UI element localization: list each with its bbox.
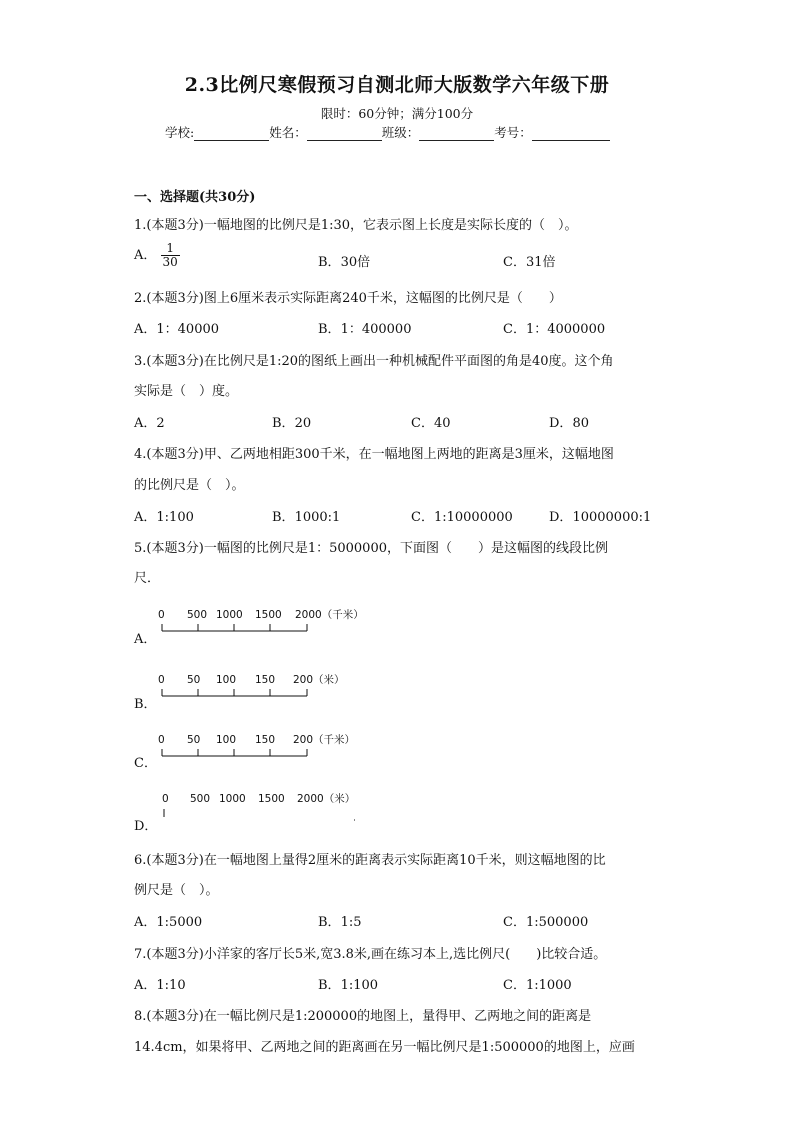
svg-text:0: 0 <box>158 674 165 686</box>
svg-text:1500: 1500 <box>255 609 282 621</box>
question-5-option-c: C． <box>134 756 157 771</box>
svg-text:1000: 1000 <box>219 793 246 805</box>
question-6-line-2: 例尺是（ ）。 <box>134 883 219 898</box>
question-4: 4.(本题3分)甲、乙两地相距300千米，在一幅地图上两地的距离是3厘米，这幅地图 <box>134 447 614 462</box>
segment-scale-a <box>150 605 390 635</box>
question-3-option-a: A．2 <box>134 416 165 431</box>
question-3-option-d: D．80 <box>549 416 589 431</box>
svg-text:100: 100 <box>216 734 237 746</box>
question-7-option-c: C．1:1000 <box>503 978 572 993</box>
question-3-line-2: 实际是（ ）度。 <box>134 384 239 399</box>
class-blank <box>419 128 494 141</box>
segment-scale-d <box>150 789 390 829</box>
question-5: 5.(本题3分)一幅图的比例尺是1：5000000，下面图（ ）是这幅图的线段比例 <box>134 541 608 556</box>
svg-text:500: 500 <box>187 609 208 621</box>
class-label: 班级： <box>381 125 420 140</box>
question-5-option-b: B． <box>134 697 157 712</box>
section-heading-choice: 一、选择题(共30分) <box>134 190 256 205</box>
question-7: 7.(本题3分)小洋家的客厅长5米,宽3.8米,画在练习本上,选比例尺( )比较合适。 <box>134 947 607 962</box>
question-4-option-c: C．1:10000000 <box>411 510 513 525</box>
question-6-option-b: B．1:5 <box>318 915 362 930</box>
number-blank <box>532 128 610 141</box>
question-4-option-b: B．1000:1 <box>272 510 341 525</box>
svg-text:50: 50 <box>187 734 201 746</box>
question-7-option-a: A．1:10 <box>134 978 186 993</box>
svg-text:200（千米）: 200（千米） <box>293 734 356 746</box>
svg-text:150: 150 <box>255 734 276 746</box>
question-6-option-a: A．1:5000 <box>134 915 203 930</box>
page-title: 2.3比例尺寒假预习自测北师大版数学六年级下册 <box>184 74 610 96</box>
number-label: 考号： <box>494 125 532 140</box>
question-1-option-b: B．30倍 <box>318 255 371 270</box>
svg-text:1000: 1000 <box>216 609 243 621</box>
question-6-option-c: C．1:500000 <box>503 915 589 930</box>
school-label: 学校: <box>165 125 195 140</box>
svg-text:0: 0 <box>162 793 169 805</box>
svg-text:200（米）: 200（米） <box>293 674 345 686</box>
question-6: 6.(本题3分)在一幅地图上量得2厘米的距离表示实际距离10千米，则这幅地图的比 <box>134 853 606 868</box>
svg-text:2000（米）: 2000（米） <box>297 793 356 805</box>
question-3: 3.(本题3分)在比例尺是1:20的图纸上画出一种机械配件平面图的角是40度。这个角 <box>134 354 614 369</box>
fraction: $\frac{1}{30}$ <box>162 241 178 269</box>
question-5-line-2: 尺． <box>134 571 161 586</box>
question-2-option-c: C．1：4000000 <box>503 322 606 337</box>
name-blank <box>307 128 382 141</box>
question-5-option-d: D． <box>134 819 158 834</box>
question-4-option-a: A．1:100 <box>134 510 194 525</box>
svg-text:500: 500 <box>190 793 211 805</box>
question-7-option-b: B．1:100 <box>318 978 379 993</box>
svg-text:1500: 1500 <box>258 793 285 805</box>
exam-time-limit: 限时：60分钟；满分100分 <box>320 106 474 121</box>
question-1-option-c: C．31倍 <box>503 255 556 270</box>
student-info-row <box>165 123 610 141</box>
svg-text:2000（千米）: 2000（千米） <box>295 609 364 621</box>
question-4-line-2: 的比例尺是（ ）。 <box>134 478 245 493</box>
question-2-option-b: B．1：400000 <box>318 322 412 337</box>
question-8: 8.(本题3分)在一幅比例尺是1:200000的地图上，量得甲、乙两地之间的距离是 <box>134 1009 592 1024</box>
question-5-option-a: A． <box>134 632 157 647</box>
question-2-option-a: A．1：40000 <box>134 322 220 337</box>
svg-text:50: 50 <box>187 674 201 686</box>
question-8-line-2: 14.4cm，如果将甲、乙两地之间的距离画在另一幅比例尺是1:500000的地图上，应画 <box>134 1040 635 1055</box>
segment-scale-b <box>150 670 390 700</box>
question-3-option-b: B．20 <box>272 416 312 431</box>
svg-text:150: 150 <box>255 674 276 686</box>
school-blank <box>194 128 269 141</box>
svg-text:100: 100 <box>216 674 237 686</box>
question-2: 2.(本题3分)图上6厘米表示实际距离240千米，这幅图的比例尺是（ ） <box>134 291 562 306</box>
question-1-option-a: A． $\frac{1}{30}$ <box>134 241 178 269</box>
name-label: 姓名： <box>269 125 307 140</box>
question-1: 1.(本题3分)一幅地图的比例尺是1:30，它表示图上长度是实际长度的（ ）。 <box>134 218 578 233</box>
question-3-option-c: C．40 <box>411 416 451 431</box>
svg-text:0: 0 <box>158 734 165 746</box>
svg-text:0: 0 <box>158 609 165 621</box>
segment-scale-c <box>150 730 390 760</box>
question-4-option-d: D．10000000:1 <box>549 510 652 525</box>
